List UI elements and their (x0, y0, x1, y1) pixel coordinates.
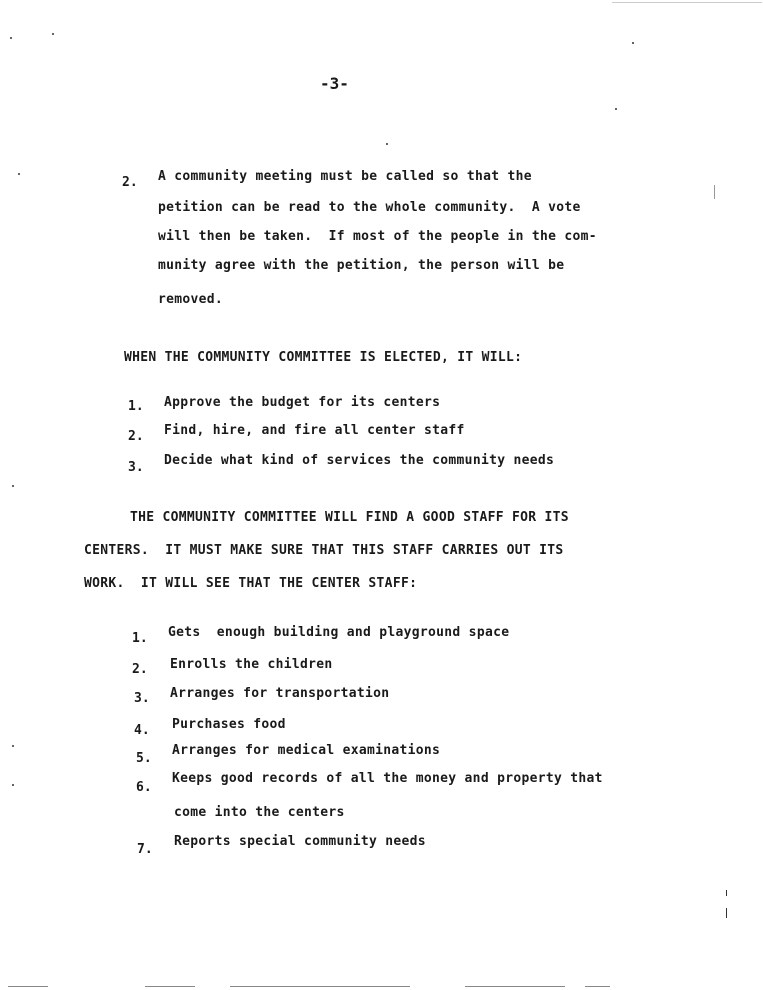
staff-paragraph-line-1: THE COMMUNITY COMMITTEE WILL FIND A GOOD STAFF FOR ITS (130, 510, 569, 525)
committee-item-1: Approve the budget for its centers (164, 395, 441, 410)
staff-item-6-line-1: Keeps good records of all the money and property that (172, 771, 603, 786)
staff-item-6-line-2: come into the centers (174, 805, 345, 820)
scan-edge-line (8, 986, 48, 987)
scan-speck (714, 185, 715, 199)
staff-item-5: Arranges for medical examinations (172, 743, 441, 758)
scan-edge-line (230, 986, 410, 987)
staff-item-4: Purchases food (172, 717, 286, 732)
scan-speck (10, 37, 12, 39)
scan-speck (52, 33, 54, 35)
staff-item-6-number: 6. (136, 780, 152, 795)
scan-speck (615, 108, 617, 110)
scan-speck (12, 745, 14, 747)
scan-speck (632, 42, 634, 44)
scan-speck (726, 908, 727, 918)
scan-speck (12, 784, 14, 786)
committee-item-2: Find, hire, and fire all center staff (164, 423, 465, 438)
staff-paragraph-line-2: CENTERS. IT MUST MAKE SURE THAT THIS STAFF CARRIES OUT ITS (84, 543, 564, 558)
staff-item-1-number: 1. (132, 631, 148, 646)
staff-item-7: Reports special community needs (174, 834, 426, 849)
committee-item-3: Decide what kind of services the community needs (164, 453, 555, 468)
scan-speck (12, 485, 14, 487)
scan-edge-line (465, 986, 565, 987)
page-number: -3- (320, 74, 349, 93)
item2-line-1: A community meeting must be called so that the (158, 169, 532, 184)
committee-item-2-number: 2. (128, 429, 144, 444)
scan-edge-line (145, 986, 195, 987)
staff-item-1: Gets enough building and playground space (168, 625, 510, 640)
scan-speck (386, 143, 388, 145)
item2-line-4: munity agree with the petition, the person will be (158, 258, 565, 273)
scan-speck (18, 173, 20, 175)
item2-line-2: petition can be read to the whole community. A vote (158, 200, 581, 215)
scan-edge-line (612, 2, 762, 3)
item2-line-5: removed. (158, 292, 224, 307)
scan-speck (726, 890, 727, 896)
scan-edge-line (585, 986, 610, 987)
staff-item-2: Enrolls the children (170, 657, 333, 672)
item2-line-3: will then be taken. If most of the people in the com- (158, 229, 597, 244)
committee-heading: WHEN THE COMMUNITY COMMITTEE IS ELECTED, IT WILL: (124, 350, 523, 365)
staff-item-3: Arranges for transportation (170, 686, 390, 701)
committee-item-3-number: 3. (128, 460, 144, 475)
staff-item-5-number: 5. (136, 751, 152, 766)
staff-item-7-number: 7. (137, 842, 153, 857)
item2-number: 2. (122, 175, 138, 190)
committee-item-1-number: 1. (128, 399, 144, 414)
staff-paragraph-line-3: WORK. IT WILL SEE THAT THE CENTER STAFF: (84, 576, 418, 591)
staff-item-3-number: 3. (134, 691, 150, 706)
staff-item-4-number: 4. (134, 723, 150, 738)
staff-item-2-number: 2. (132, 662, 148, 677)
